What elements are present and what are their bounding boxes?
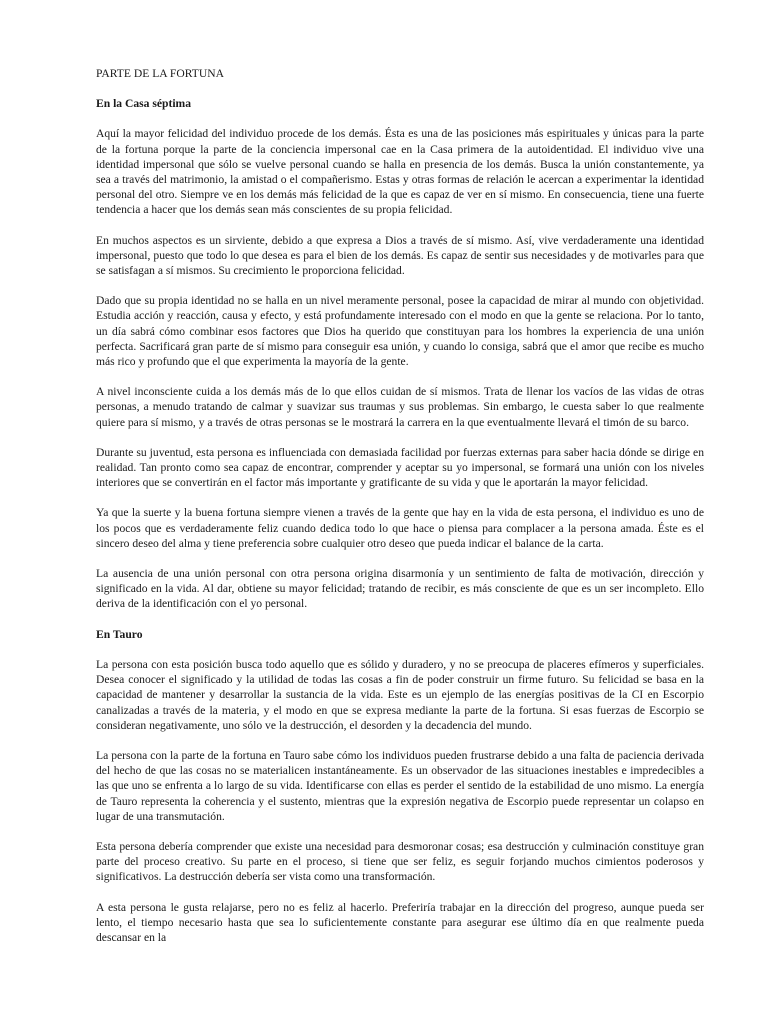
paragraph: A esta persona le gusta relajarse, pero no es feliz al hacerlo. Preferiría trabajar en la dirección del progreso, aunque pueda ser lento, el tiempo necesario hasta que sea lo suficientemente constante para asegurar ese último día en que realmente pueda descansar en la [96, 900, 704, 944]
paragraph: En muchos aspectos es un sirviente, debido a que expresa a Dios a través de sí mismo. Así, vive verdaderamente una identidad impersonal, puesto que todo lo que desea es para el bien de los demás. Es capaz de sentir sus necesidades y de motivarles para que se satisfagan a sí mismos. Su crecimiento le proporciona felicidad. [96, 233, 704, 278]
section-tauro [96, 627, 704, 945]
document-title: PARTE DE LA FORTUNA [96, 67, 224, 80]
section-casa-septima [96, 96, 704, 611]
section-heading: En la Casa séptima [96, 97, 192, 111]
paragraph: La persona con esta posición busca todo aquello que es sólido y duradero, y no se preocupa de placeres efímeros y superficiales. Desea conocer el significado y la utilidad de todas las cosas a fin de poder construir un firme futuro. Su felicidad se basa en la capacidad de mantener y desarrollar la sustancia de la vida. Este es un ejemplo de las energías positivas de la CI en Escorpio canalizadas a través de la materia, y el modo en que se expresa mediante la parte de la fortuna. Si esas fuerzas de Escorpio se consideran negativamente, uno sólo ve la destrucción, el desorden y la decadencia del mundo. [96, 657, 704, 732]
section-heading: En Tauro [96, 627, 143, 641]
paragraph: Durante su juventud, esta persona es influenciada con demasiada facilidad por fuerzas externas para saber hacia dónde se dirige en realidad. Tan pronto como sea capaz de encontrar, comprender y aceptar su yo impersonal, se formará una unión con los niveles interiores que se convertirán en el factor más importante y gratificante de su vida y que le aportarán la mayor felicidad. [96, 445, 704, 490]
paragraph: La ausencia de una unión personal con otra persona origina disarmonía y un sentimiento de falta de motivación, dirección y significado en la vida. Al dar, obtiene su mayor felicidad; tratando de recibir, es más consciente de que es un ser incompleto. Ello deriva de la identificación con el yo personal. [96, 567, 704, 611]
paragraph: Ya que la suerte y la buena fortuna siempre vienen a través de la gente que hay en la vida de esta persona, el individuo es uno de los pocos que es verdaderamente feliz cuando dedica todo lo que hace o piensa para complacer a la persona amada. Éste es el sincero deseo del alma y tiene preferencia sobre cualquier otro deseo que pueda indicar el balance de la carta. [96, 506, 704, 550]
paragraph: Dado que su propia identidad no se halla en un nivel meramente personal, posee la capacidad de mirar al mundo con objetividad. Estudia acción y reacción, causa y efecto, y está profundamente interesado con el modo en que la gente se relaciona. Por lo tanto, un día sabrá cómo combinar esos factores que Dios ha querido que constituyan para los hombres la experiencia de una unión perfecta. Sacrificará gran parte de sí mismo para conseguir esa unión, y cuando lo consiga, sabrá que el amor que recibe es mucho más rico y profundo que el que experimenta la mayoría de la gente. [96, 294, 704, 369]
paragraph: A nivel inconsciente cuida a los demás más de lo que ellos cuidan de sí mismos. Trata de llenar los vacíos de las vidas de otras personas, a menudo tratando de calmar y suavizar sus traumas y sus problemas. Sin embargo, le cuesta saber lo que realmente quiere para sí mismo, y a través de otras personas se le mostrará la carrera en la que eventualmente llevará el timón de su barco. [96, 385, 704, 429]
paragraph: Aquí la mayor felicidad del individuo procede de los demás. Ésta es una de las posiciones más espirituales y únicas para la parte de la fortuna porque la parte de la conciencia impersonal cae en la Casa primera de la autoidentidad. El individuo vive una identidad impersonal que sólo se vuelve personal cuando se halla en presencia de los demás. Busca la unión constantemente, ya sea a través del matrimonio, la amistad o el compañerismo. Estas y otras formas de relación le acercan a experimentar la identidad personal del otro. Siempre ve en los demás más felicidad de la que es capaz de ver en sí mismo. En consecuencia, tiene una fuerte tendencia a hacer que los demás sean más conscientes de su propia felicidad. [96, 127, 704, 217]
paragraph: La persona con la parte de la fortuna en Tauro sabe cómo los individuos pueden frustrarse debido a una falta de paciencia derivada del hecho de que las cosas no se materialicen instantáneamente. Es un observador de las situaciones inestables e impredecibles a las que uno se enfrenta a lo largo de su vida. Identificarse con ellas es perder el sentido de la estabilidad de uno mismo. La energía de Tauro representa la coherencia y el sustento, mientras que la expresión negativa de Escorpio puede representar un colapso en lugar de una transmutación. [96, 748, 704, 823]
paragraph: Esta persona debería comprender que existe una necesidad para desmoronar cosas; esa destrucción y culminación constituye gran parte del proceso creativo. Su parte en el proceso, si tiene que ser feliz, es seguir forjando muchos cimientos poderosos y significativos. La destrucción debería ser vista como una transformación. [96, 839, 704, 884]
